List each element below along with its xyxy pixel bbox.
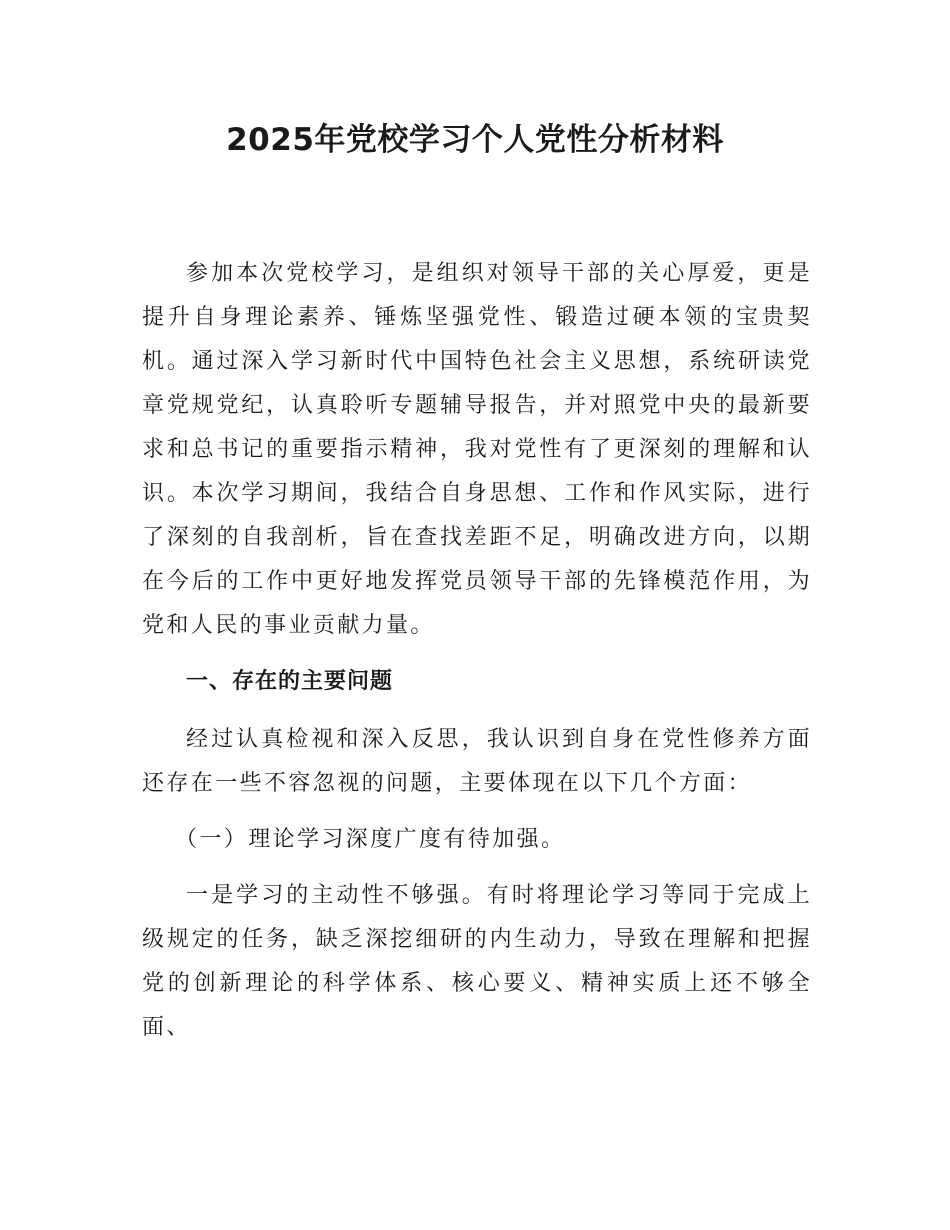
- document-body: [142, 252, 812, 1050]
- intro-paragraph: 参加本次党校学习，是组织对领导干部的关心厚爱，更是提升自身理论素养、锤炼坚强党性、锻造过硬本领的宝贵契机。通过深入学习新时代中国特色社会主义思想，系统研读党章党规党纪，认真聆听专题辅导报告，并对照党中央的最新要求和总书记的重要指示精神，我对党性有了更深刻的理解和认识。本次学习期间，我结合自身思想、工作和作风实际，进行了深刻的自我剖析，旨在查找差距不足，明确改进方向，以期在今后的工作中更好地发挥党员领导干部的先锋模范作用，为党和人民的事业贡献力量。: [142, 261, 812, 638]
- document-title: 2025年党校学习个人党性分析材料: [226, 122, 724, 158]
- section-intro-paragraph: 经过认真检视和深入反思，我认识到自身在党性修养方面还存在一些不容忽视的问题，主要体现在以下几个方面：: [142, 727, 812, 796]
- section-heading-problems: 一、存在的主要问题: [186, 669, 394, 694]
- point-paragraph-initiative: 一是学习的主动性不够强。有时将理论学习等同于完成上级规定的任务，缺乏深挖细研的内生动力，导致在理解和把握党的创新理论的科学体系、核心要义、精神实质上还不够全面、: [142, 883, 812, 1040]
- subsection-heading-theory-study: （一）理论学习深度广度有待加强。: [175, 827, 566, 852]
